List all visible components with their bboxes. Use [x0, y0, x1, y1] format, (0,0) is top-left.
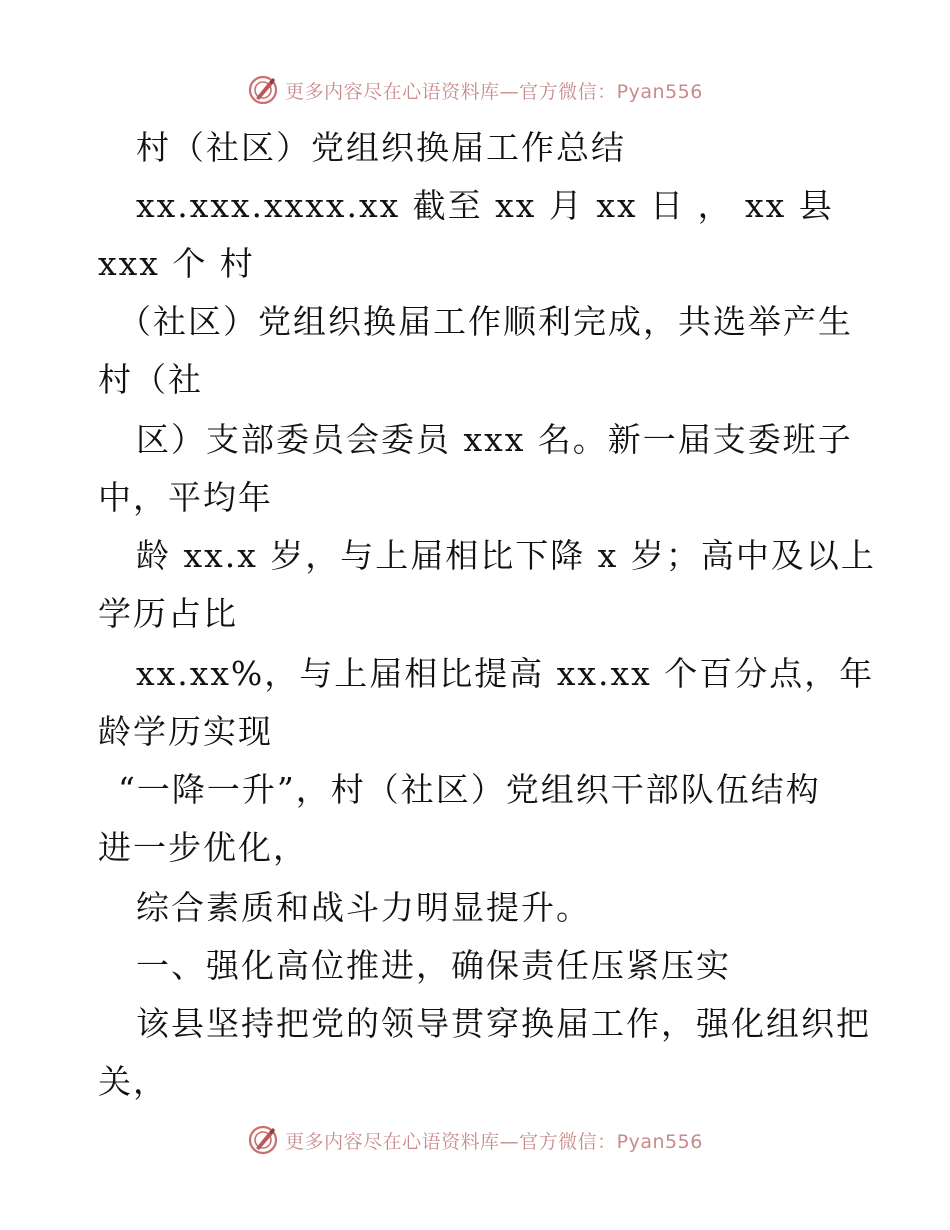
- section-heading: 一、强化高位推进，确保责任压紧压实: [136, 946, 731, 985]
- body-line: xx.xx%，与上届相比提高 xx.xx 个百分点，年: [136, 654, 875, 693]
- body-line: 学历占比: [98, 594, 238, 633]
- footer-watermark: [0, 1120, 950, 1160]
- body-line: 龄学历实现: [98, 712, 273, 751]
- header-watermark-text: 更多内容尽在心语资料库—官方微信：Pyan556: [285, 80, 703, 103]
- document-title: 村（社区）党组织换届工作总结: [136, 128, 626, 167]
- body-line: xxx 个 村: [98, 244, 255, 283]
- body-line: 该县坚持把党的领导贯穿换届工作，强化组织把: [136, 1004, 871, 1043]
- footer-watermark-text: 更多内容尽在心语资料库—官方微信：Pyan556: [285, 1130, 703, 1153]
- body-line: 龄 xx.x 岁，与上届相比下降 x 岁；高中及以上: [136, 536, 876, 575]
- body-line: 关，: [98, 1062, 168, 1101]
- body-line: 区）支部委员会委员 xxx 名。新一届支委班子: [136, 420, 853, 459]
- body-line: 综合素质和战斗力明显提升。: [136, 888, 591, 927]
- body-line: xx.xxx.xxxx.xx 截至 xx 月 xx 日 ， xx 县: [136, 186, 834, 225]
- body-line: “一降一升”，村（社区）党组织干部队伍结构: [118, 770, 821, 809]
- body-line: 中，平均年: [98, 478, 273, 517]
- body-line: 进一步优化，: [98, 828, 308, 867]
- body-line: 村（社: [98, 360, 203, 399]
- body-line: （社区）党组织换届工作顺利完成，共选举产生: [118, 302, 853, 341]
- pen-logo-icon: [247, 1124, 279, 1156]
